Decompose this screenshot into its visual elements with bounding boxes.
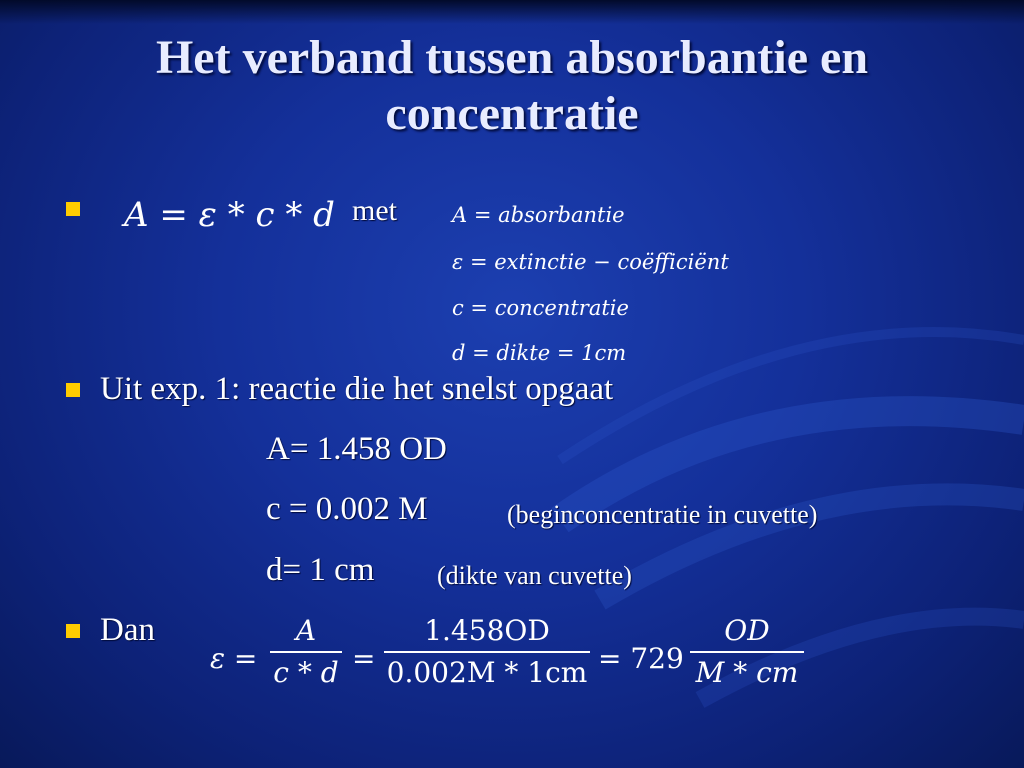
- eq-sign-2: =: [352, 642, 376, 675]
- bullet-marker-2: [66, 383, 80, 397]
- fraction-3-numerator: OD: [724, 614, 770, 647]
- slide-title: Het verband tussen absorbantie en concentratie: [155, 31, 869, 140]
- fraction-2-bar: [384, 651, 590, 653]
- definition-thickness: d = dikte = 1cm: [452, 341, 627, 365]
- eq-lhs: ε =: [210, 642, 258, 675]
- fraction-a-over-cd: [270, 614, 342, 690]
- eq-result: = 729: [598, 642, 684, 675]
- fraction-2-denominator: 0.002M * 1cm: [386, 656, 588, 689]
- fraction-1-bar: [270, 651, 342, 653]
- experiment-line: Uit exp. 1: reactie die het snelst opgaat: [100, 371, 614, 407]
- fraction-1-denominator: c * d: [273, 656, 339, 689]
- fraction-3-bar: [690, 651, 804, 653]
- definition-absorbance: A = absorbantie: [452, 203, 625, 227]
- dan-label: Dan: [100, 612, 155, 648]
- fraction-2-numerator: 1.458OD: [424, 614, 550, 647]
- definition-extinction: ε = extinctie − coëfficiënt: [452, 250, 729, 274]
- value-thickness: d= 1 cm: [266, 552, 375, 588]
- bullet-marker-3: [66, 624, 80, 638]
- definition-concentration: c = concentratie: [452, 296, 629, 320]
- value-absorbance: A= 1.458 OD: [266, 431, 447, 467]
- bullet-marker-1: [66, 202, 80, 216]
- formula-absorbance: A = ε * c * d: [124, 195, 335, 235]
- met-label: met: [352, 194, 397, 227]
- fraction-1-numerator: A: [295, 614, 317, 647]
- fraction-units: [690, 614, 804, 690]
- fraction-3-denominator: M * cm: [695, 656, 799, 689]
- note-thickness: (dikte van cuvette): [437, 561, 632, 590]
- value-concentration: c = 0.002 M: [266, 491, 428, 527]
- note-concentration: (beginconcentratie in cuvette): [507, 500, 818, 529]
- fraction-values: [384, 614, 590, 690]
